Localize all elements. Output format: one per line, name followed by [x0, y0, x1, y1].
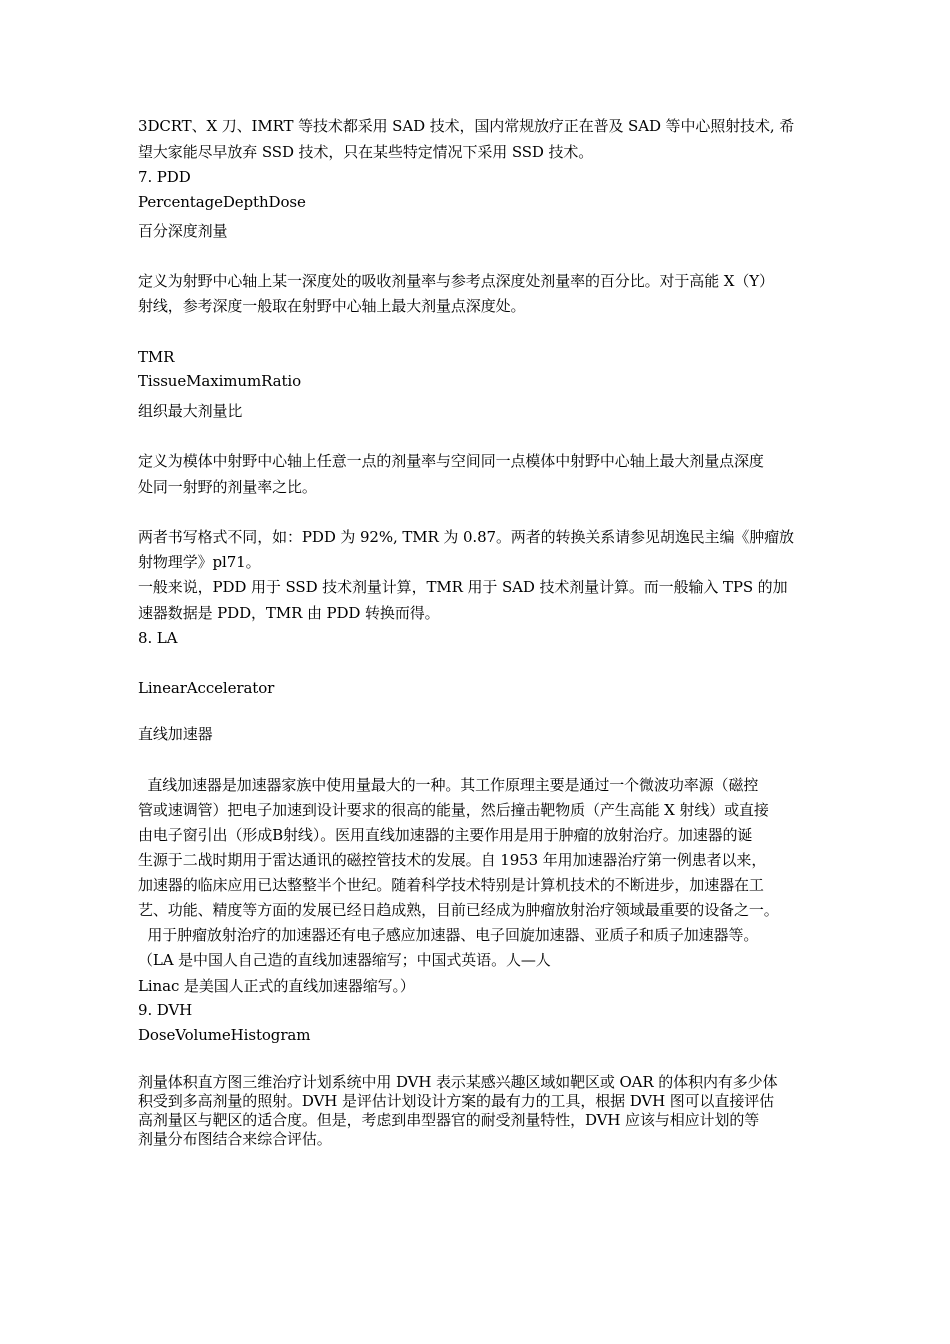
term-english: TissueMaximumRatio	[138, 372, 302, 390]
text-line: 定义为模体中射野中心轴上任意一点的剂量率与空间同一点模体中射野中心轴上最大剂量点深度	[138, 452, 764, 470]
text-line: 积受到多高剂量的照射。DVH 是评估计划设计方案的最有力的工具，根据 DVH 图可以直接评估	[138, 1092, 775, 1110]
section-heading: TMR	[138, 348, 175, 366]
text-line: （LA 是中国人自己造的直线加速器缩写；中国式英语。人—人	[138, 951, 551, 969]
section-heading: 7. PDD	[138, 168, 191, 186]
text-line: 加速器的临床应用已达整整半个世纪。随着科学技术特别是计算机技术的不断进步，加速器在工	[138, 876, 764, 894]
term-english: LinearAccelerator	[138, 679, 275, 697]
text-line: 射物理学》pl71。	[138, 553, 261, 571]
text-line: 3DCRT、X 刀、IMRT 等技术都采用 SAD 技术，国内常规放疗正在普及 SAD 等中心照射技术, 希	[138, 117, 795, 135]
text-line: Linac 是美国人正式的直线加速器缩写。）	[138, 977, 415, 995]
text-line: 由电子窗引出（形成Β射线）。医用直线加速器的主要作用是用于肿瘤的放射治疗。加速器的诞	[138, 826, 753, 844]
section-heading: 8. LA	[138, 629, 178, 647]
text-line: 一般来说，PDD 用于 SSD 技术剂量计算，TMR 用于 SAD 技术剂量计算。而一般输入 TPS 的加	[138, 578, 788, 596]
text-line: 剂量分布图结合来综合评估。	[138, 1130, 332, 1148]
text-line: 定义为射野中心轴上某一深度处的吸收剂量率与参考点深度处剂量率的百分比。对于高能 X（Y）	[138, 272, 774, 290]
text-line: 生源于二战时期用于雷达通讯的磁控管技术的发展。自 1953 年用加速器治疗第一例患者以来，	[138, 851, 767, 869]
text-line: 高剂量区与靶区的适合度。但是，考虑到串型器官的耐受剂量特性，DVH 应该与相应计划的等	[138, 1111, 760, 1129]
text-line: 望大家能尽早放弃 SSD 技术，只在某些特定情况下采用 SSD 技术。	[138, 143, 594, 161]
section-heading: 9. DVH	[138, 1001, 193, 1019]
term-english: DoseVolumeHistogram	[138, 1026, 311, 1044]
text-line: 直线加速器是加速器家族中使用量最大的一种。其工作原理主要是通过一个微波功率源（磁控	[138, 776, 759, 794]
term-chinese: 直线加速器	[138, 725, 213, 743]
text-line: 管或速调管）把电子加速到设计要求的很高的能量，然后撞击靶物质（产生高能 X 射线）或直接	[138, 801, 769, 819]
term-english: PercentageDepthDose	[138, 193, 306, 211]
text-line: 用于肿瘤放射治疗的加速器还有电子感应加速器、电子回旋加速器、亚质子和质子加速器等。	[138, 926, 759, 944]
term-chinese: 组织最大剂量比	[138, 402, 243, 420]
text-line: 两者书写格式不同，如：PDD 为 92%, TMR 为 0.87。两者的转换关系请参见胡逸民主编《肿瘤放	[138, 528, 794, 546]
text-line: 处同一射野的剂量率之比。	[138, 478, 317, 496]
term-chinese: 百分深度剂量	[138, 222, 228, 240]
text-line: 艺、功能、精度等方面的发展已经日趋成熟，目前已经成为肿瘤放射治疗领域最重要的设备之一。	[138, 901, 779, 919]
text-line: 剂量体积直方图三维治疗计划系统中用 DVH 表示某感兴趣区域如靶区或 OAR 的体积内有多少体	[138, 1073, 778, 1091]
text-line: 速器数据是 PDD，TMR 由 PDD 转换而得。	[138, 604, 440, 622]
text-line: 射线，参考深度一般取在射野中心轴上最大剂量点深度处。	[138, 297, 526, 315]
